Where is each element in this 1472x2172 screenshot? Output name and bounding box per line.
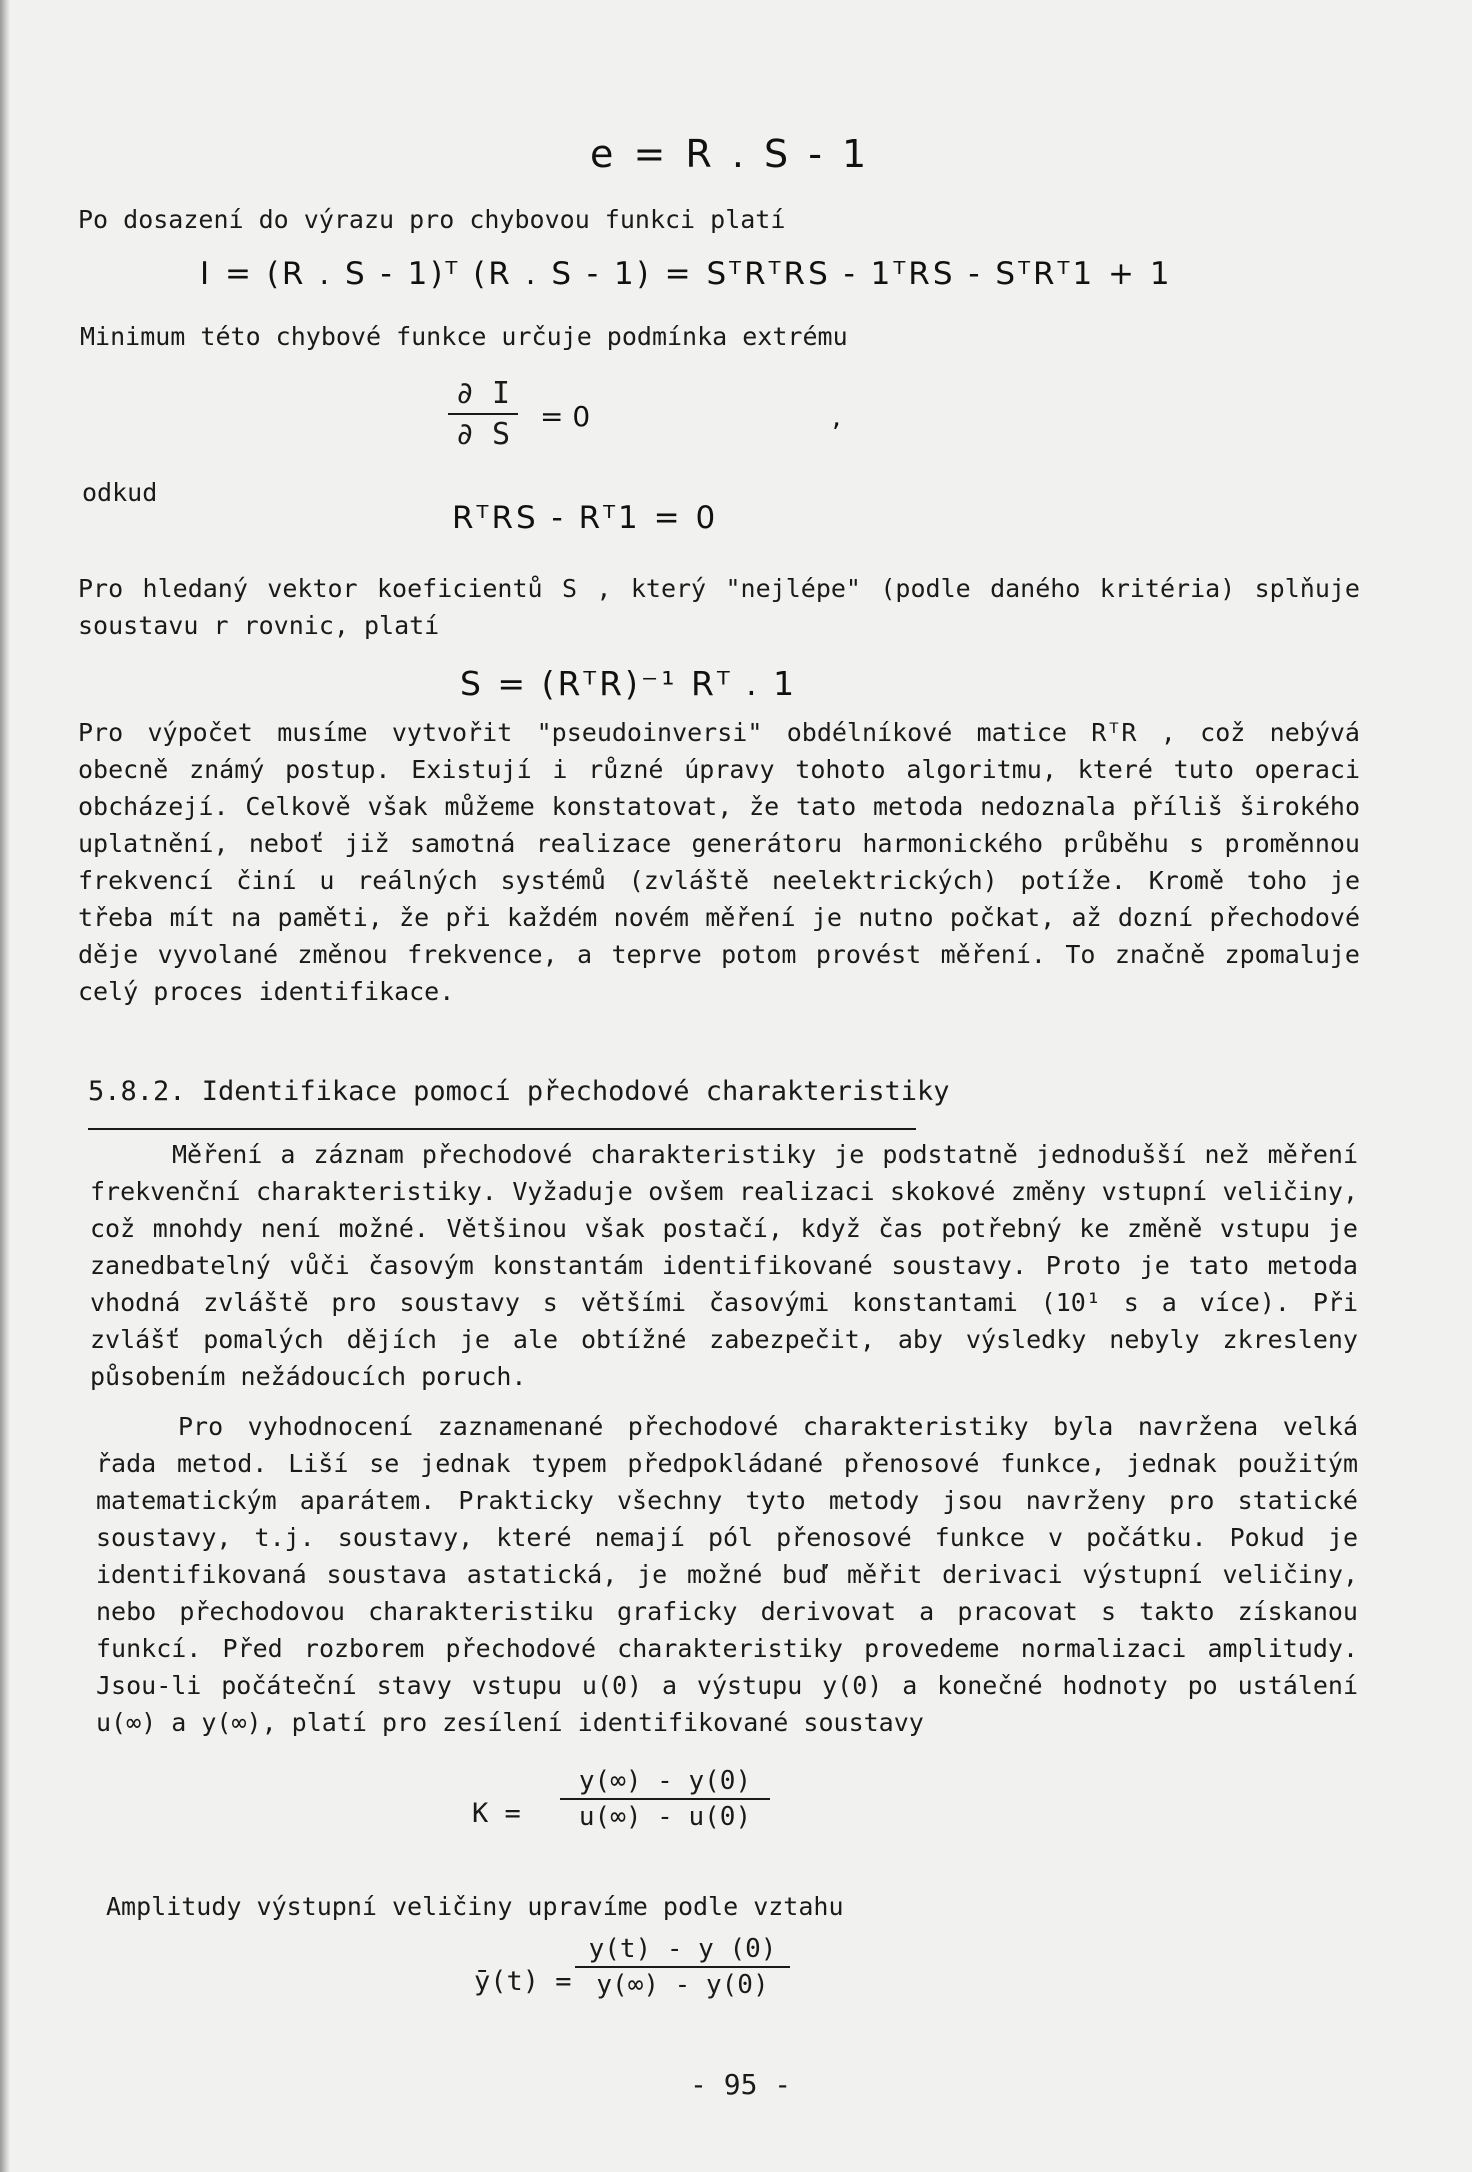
intro-error-function: Po dosazení do výrazu pro chybovou funkci platí <box>78 205 786 234</box>
derivative-denominator: ∂ S <box>455 417 511 452</box>
scan-edge-shadow <box>0 0 10 2172</box>
derivative-numerator: ∂ I <box>455 376 511 411</box>
gain-lhs: K = <box>472 1798 521 1829</box>
section-heading: 5.8.2. Identifikace pomocí přechodové charakteristiky <box>88 1076 950 1107</box>
page-number: - 95 - <box>690 2068 792 2101</box>
derivative-fraction <box>448 376 518 452</box>
fraction-bar <box>560 1798 770 1800</box>
heading-underline <box>88 1128 916 1130</box>
label-odkud: odkud <box>82 478 158 507</box>
derivative-rhs: = 0 <box>540 400 591 433</box>
equation-normal: RᵀRS - Rᵀ1 = 0 <box>452 500 719 536</box>
paragraph-vector <box>78 570 1360 644</box>
paragraph-vector-text: Pro hledaný vektor koeficientů S , který "nejlépe" (podle daného kritéria) splňuje soustavu r rovnic, platí <box>78 574 1360 640</box>
fraction-bar <box>575 1966 790 1968</box>
paragraph-evaluation-text: Pro vyhodnocení zaznamenané přechodové charakteristiky byla navržena velká řada metod. Liší se jednak typem předpokládané přenosové funkce, jednak použitým matematickým aparátem. Prakticky všechny tyto metody jsou navrženy pro statické soustavy, t.j. soustavy, které nemají pól přenosové funkce v počátku. Pokud je identifikovaná soustava astatická, je možné buď měřit derivaci výstupní veličiny, nebo přechodovou charakteristiku graficky derivovat a pracovat s takto získanou funkcí. Před rozborem přechodové charakteristiky provedeme normalizaci amplitudy. Jsou-li počáteční stavy vstupu u(0) a výstupu y(0) a konečné hodnoty po ustálení u(∞) a y(∞), platí pro zesílení identifikované soustavy <box>96 1412 1358 1737</box>
normalized-fraction <box>575 1934 790 2000</box>
equation-error: e = R . S - 1 <box>590 132 871 176</box>
intro-extremum: Minimum této chybové funkce určuje podmínka extrému <box>80 322 848 351</box>
derivative-comma: , <box>832 400 841 433</box>
equation-error-function: I = (R . S - 1)ᵀ (R . S - 1) = SᵀRᵀRS - 1ᵀRS - SᵀRᵀ1 + 1 <box>200 256 1173 292</box>
normalized-denominator: y(∞) - y(0) <box>596 1970 769 2000</box>
normalized-numerator: y(t) - y (0) <box>588 1934 777 1964</box>
gain-fraction <box>560 1766 770 1832</box>
intro-amplitude: Amplitudy výstupní veličiny upravíme podle vztahu <box>106 1892 844 1921</box>
paragraph-pseudoinverse-text: Pro výpočet musíme vytvořit "pseudoinversi" obdélníkové matice RᵀR , což nebývá obecně známý postup. Existují i různé úpravy tohoto algoritmu, které tuto operaci obcházejí. Celkově však můžeme konstatovat, že tato metoda nedoznala příliš širokého uplatnění, neboť již samotná realizace generátoru harmonického průběhu s proměnnou frekvencí činí u reálných systémů (zvláště neelektrických) potíže. Kromě toho je třeba mít na paměti, že při každém novém měření je nutno počkat, až dozní přechodové děje vyvolané změnou frekvence, a teprve potom provést měření. To značně zpomaluje celý proces identifikace. <box>78 718 1360 1006</box>
gain-denominator: u(∞) - u(0) <box>578 1802 752 1832</box>
paragraph-evaluation <box>96 1408 1358 1741</box>
normalized-lhs: ȳ(t) = <box>474 1966 572 1997</box>
paragraph-measurement-text: Měření a záznam přechodové charakteristiky je podstatně jednodušší než měření frekvenční charakteristiky. Vyžaduje ovšem realizaci skokové změny vstupní veličiny, což mnohdy není možné. Většinou však postačí, když čas potřebný ke změně vstupu je zanedbatelný vůči časovým konstantám identifikované soustavy. Proto je tato metoda vhodná zvláště pro soustavy s většími časovými konstantami (10¹ s a více). Při zvlášť pomalých dějích je ale obtížné zabezpečit, aby výsledky nebyly zkresleny působením nežádoucích poruch. <box>90 1140 1358 1391</box>
equation-solution: S = (RᵀR)⁻¹ Rᵀ . 1 <box>460 664 798 703</box>
paragraph-measurement <box>90 1136 1358 1395</box>
gain-numerator: y(∞) - y(0) <box>578 1766 752 1796</box>
fraction-bar <box>448 413 518 415</box>
paragraph-pseudoinverse <box>78 714 1360 1010</box>
